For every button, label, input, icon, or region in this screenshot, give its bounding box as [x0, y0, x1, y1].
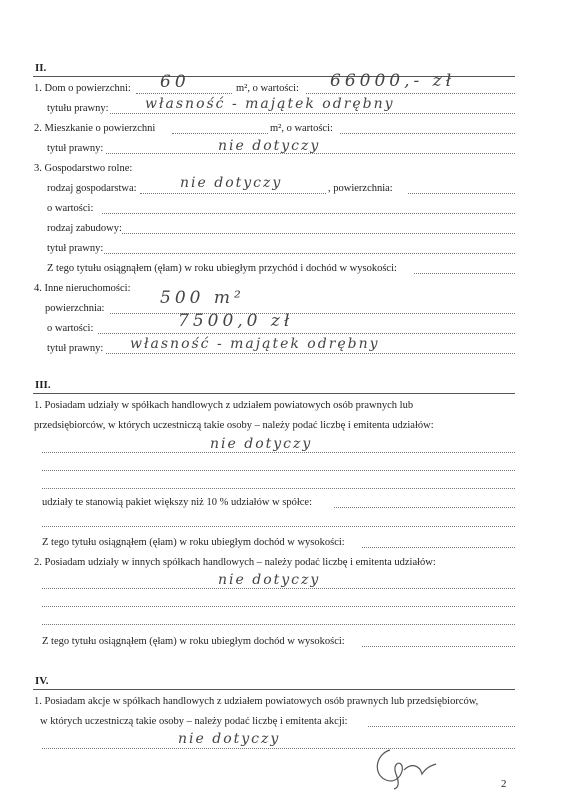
shares-other-field-3[interactable]	[42, 624, 515, 625]
shares-powiat-answer: nie dotyczy	[210, 436, 313, 452]
shares-other-income-label: Z tego tytułu osiągnąłem (ęłam) w roku ubiegłym dochód w wysokości:	[42, 636, 345, 647]
stocks-line1: 1. Posiadam akcje w spółkach handlowych z udziałem powiatowych osób prawnych lub przedsiębiorców,	[34, 696, 479, 707]
farm-label: 3. Gospodarstwo rolne:	[34, 163, 133, 174]
other-value-field[interactable]	[98, 333, 515, 334]
shares-powiat-field-3[interactable]	[42, 488, 515, 489]
section-iii-rule	[33, 393, 515, 394]
farm-kind-field[interactable]	[140, 193, 326, 194]
other-area-label: powierzchnia:	[45, 303, 105, 314]
other-title-field[interactable]	[106, 353, 515, 354]
house-area-value: 60	[160, 72, 190, 92]
flat-area-label: 2. Mieszkanie o powierzchni	[34, 123, 156, 134]
farm-title-field[interactable]	[104, 253, 515, 254]
farm-area-field[interactable]	[408, 193, 515, 194]
shares-powiat-field-1[interactable]	[42, 452, 515, 453]
other-title-value: własność - majątek odrębny	[130, 336, 380, 352]
flat-value-field[interactable]	[340, 133, 515, 134]
section-iv-heading: IV.	[35, 675, 49, 687]
stocks-answer: nie dotyczy	[178, 731, 281, 747]
stocks-line2: w których uczestniczą takie osoby – należy podać liczbę i emitenta akcji:	[40, 716, 348, 727]
farm-buildings-field[interactable]	[122, 233, 515, 234]
shares-other-line: 2. Posiadam udziały w innych spółkach handlowych – należy podać liczbę i emitenta udziałów:	[34, 557, 436, 568]
flat-title-label: tytuł prawny:	[47, 143, 104, 154]
signature	[368, 744, 440, 790]
section-iv-rule	[33, 689, 515, 690]
house-value-value: 66000,- zł	[330, 71, 456, 91]
stocks-field-1[interactable]	[42, 748, 515, 749]
page-number: 2	[501, 778, 507, 790]
shares-package-field[interactable]	[334, 507, 515, 508]
other-area-value: 500 m²	[160, 288, 245, 308]
shares-powiat-field-2[interactable]	[42, 470, 515, 471]
farm-kind-label: rodzaj gospodarstwa:	[47, 183, 137, 194]
shares-powiat-line1: 1. Posiadam udziały w spółkach handlowych z udziałem powiatowych osób prawnych lub	[34, 400, 414, 411]
house-title-label: tytułu prawny:	[47, 103, 109, 114]
farm-value-label: o wartości:	[47, 203, 94, 214]
flat-area-field[interactable]	[172, 133, 268, 134]
flat-value-label: m², o wartości:	[270, 123, 333, 134]
other-property-label: 4. Inne nieruchomości:	[34, 283, 131, 294]
other-value-label: o wartości:	[47, 323, 94, 334]
other-value-value: 7500,0 zł	[178, 311, 294, 331]
house-value-label: m², o wartości:	[236, 83, 299, 94]
shares-package-label: udziały te stanowią pakiet większy niż 10 % udziałów w spółce:	[42, 497, 313, 508]
house-area-label: 1. Dom o powierzchni:	[34, 83, 131, 94]
house-value-field[interactable]	[306, 93, 515, 94]
farm-value-field[interactable]	[102, 213, 515, 214]
house-area-field[interactable]	[136, 93, 232, 94]
farm-buildings-label: rodzaj zabudowy:	[47, 223, 122, 234]
farm-income-label: Z tego tytułu osiągnąłem (ęłam) w roku ubiegłym przychód i dochód w wysokości:	[47, 263, 397, 274]
section-ii-heading: II.	[35, 62, 47, 74]
shares-other-answer: nie dotyczy	[218, 572, 321, 588]
stocks-field-inline[interactable]	[368, 726, 515, 727]
shares-powiat-line2: przedsiębiorców, w których uczestniczą takie osoby – należy podać liczbę i emitenta udziałów:	[34, 420, 434, 431]
other-title-label: tytuł prawny:	[47, 343, 104, 354]
farm-title-label: tytuł prawny:	[47, 243, 104, 254]
flat-title-value: nie dotyczy	[218, 138, 321, 154]
shares-other-field-2[interactable]	[42, 606, 515, 607]
shares-package-field-2[interactable]	[42, 526, 515, 527]
shares-powiat-income-field[interactable]	[362, 547, 515, 548]
house-title-field[interactable]	[110, 113, 515, 114]
section-iii-heading: III.	[35, 379, 51, 391]
farm-area-label: , powierzchnia:	[328, 183, 393, 194]
farm-kind-value: nie dotyczy	[180, 175, 283, 191]
shares-powiat-income-label: Z tego tytułu osiągnąłem (ęłam) w roku ubiegłym dochód w wysokości:	[42, 537, 345, 548]
shares-other-income-field[interactable]	[362, 646, 515, 647]
farm-income-field[interactable]	[414, 273, 515, 274]
house-title-value: własność - majątek odrębny	[145, 96, 395, 112]
other-area-field[interactable]	[110, 313, 515, 314]
shares-other-field-1[interactable]	[42, 588, 515, 589]
